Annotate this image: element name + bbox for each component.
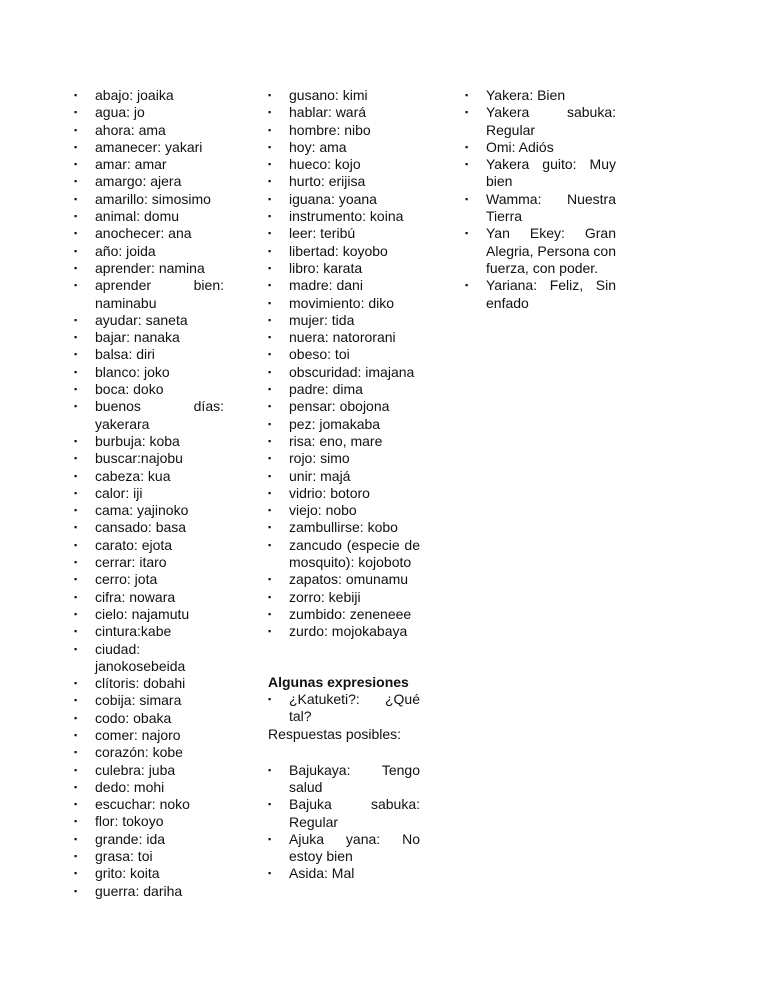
list-item: ▪ libertad: koyobo	[268, 243, 420, 260]
list-item: ▪ Ajuka yana: No estoy bien	[268, 831, 420, 866]
list-item: ▪ aprender: namina	[74, 260, 224, 277]
list-item: ▪ viejo: nobo	[268, 502, 420, 519]
list-item: ▪ cifra: nowara	[74, 589, 224, 606]
list-item: ▪ calor: iji	[74, 485, 224, 502]
list-item: ▪ ciudad: janokosebeida	[74, 641, 224, 676]
list-item: ▪ ¿Katuketi?: ¿Qué tal?	[268, 691, 420, 726]
expressions-list	[268, 691, 420, 726]
list-item: ▪ balsa: diri	[74, 346, 224, 363]
list-item: ▪ abajo: joaika	[74, 87, 224, 104]
list-item: ▪ mujer: tida	[268, 312, 420, 329]
list-item: ▪ escuchar: noko	[74, 796, 224, 813]
list-item: ▪ ahora: ama	[74, 122, 224, 139]
list-item: ▪ hurto: erijisa	[268, 173, 420, 190]
list-item: ▪ comer: najoro	[74, 727, 224, 744]
list-item: ▪ Wamma: Nuestra Tierra	[465, 191, 616, 226]
list-item: ▪ unir: majá	[268, 468, 420, 485]
list-item: ▪ gusano: kimi	[268, 87, 420, 104]
list-item: ▪ anochecer: ana	[74, 225, 224, 242]
responses-list	[268, 762, 420, 883]
list-item: ▪ obeso: toi	[268, 346, 420, 363]
list-item: ▪ Bajuka sabuka: Regular	[268, 796, 420, 831]
list-item: ▪ madre: dani	[268, 277, 420, 294]
list-item: ▪ hoy: ama	[268, 139, 420, 156]
list-item: ▪ amarillo: simosimo	[74, 191, 224, 208]
list-item: ▪ hablar: wará	[268, 104, 420, 121]
list-item: ▪ guerra: dariha	[74, 883, 224, 900]
expressions-heading: Algunas expresiones	[268, 673, 409, 690]
list-item: ▪ cansado: basa	[74, 519, 224, 536]
list-item: ▪ hueco: kojo	[268, 156, 420, 173]
list-item: ▪ Yakera guito: Muy bien	[465, 156, 616, 191]
list-item: ▪ iguana: yoana	[268, 191, 420, 208]
list-item: ▪ grasa: toi	[74, 848, 224, 865]
vocabulary-list-2	[268, 87, 420, 641]
list-item: ▪ aprender bien: naminabu	[74, 277, 224, 312]
list-item: ▪ zumbido: zeneneee	[268, 606, 420, 623]
list-item: ▪ culebra: juba	[74, 762, 224, 779]
list-item: ▪ vidrio: botoro	[268, 485, 420, 502]
list-item: ▪ animal: domu	[74, 208, 224, 225]
list-item: ▪ cabeza: kua	[74, 468, 224, 485]
list-item: ▪ buscar:najobu	[74, 450, 224, 467]
list-item: ▪ obscuridad: imajana	[268, 364, 420, 381]
list-item: ▪ risa: eno, mare	[268, 433, 420, 450]
list-item: ▪ clítoris: dobahi	[74, 675, 224, 692]
list-item: ▪ grande: ida	[74, 831, 224, 848]
list-item: ▪ zorro: kebiji	[268, 589, 420, 606]
list-item: ▪ blanco: joko	[74, 364, 224, 381]
vocabulary-column-3	[465, 87, 616, 312]
list-item: ▪ nuera: natororani	[268, 329, 420, 346]
list-item: ▪ ayudar: saneta	[74, 312, 224, 329]
list-item: ▪ bajar: nanaka	[74, 329, 224, 346]
list-item: ▪ pensar: obojona	[268, 398, 420, 415]
list-item: ▪ Yakera: Bien	[465, 87, 616, 104]
list-item: ▪ carato: ejota	[74, 537, 224, 554]
list-item: ▪ Bajukaya: Tengo salud	[268, 762, 420, 797]
list-item: ▪ agua: jo	[74, 104, 224, 121]
list-item: ▪ burbuja: koba	[74, 433, 224, 450]
list-item: ▪ zurdo: mojokabaya	[268, 623, 420, 640]
list-item: ▪ cobija: simara	[74, 692, 224, 709]
list-item: ▪ amar: amar	[74, 156, 224, 173]
list-item: ▪ leer: teribú	[268, 225, 420, 242]
list-item: ▪ instrumento: koina	[268, 208, 420, 225]
list-item: ▪ zancudo (especie de mosquito): kojoboto	[268, 537, 420, 572]
list-item: ▪ cintura:kabe	[74, 623, 224, 640]
list-item: ▪ amargo: ajera	[74, 173, 224, 190]
list-item: ▪ libro: karata	[268, 260, 420, 277]
list-item: ▪ Omi: Adiós	[465, 139, 616, 156]
list-item: ▪ año: joida	[74, 243, 224, 260]
list-item: ▪ grito: koita	[74, 865, 224, 882]
list-item: ▪ cerrar: itaro	[74, 554, 224, 571]
vocabulary-list-3	[465, 87, 616, 312]
list-item: ▪ Asida: Mal	[268, 865, 420, 882]
list-item: ▪ buenos días: yakerara	[74, 398, 224, 433]
list-item: ▪ cerro: jota	[74, 571, 224, 588]
list-item: ▪ boca: doko	[74, 381, 224, 398]
list-item: ▪ pez: jomakaba	[268, 416, 420, 433]
list-item: ▪ rojo: simo	[268, 450, 420, 467]
list-item: ▪ Yakera sabuka: Regular	[465, 104, 616, 139]
list-item: ▪ amanecer: yakari	[74, 139, 224, 156]
vocabulary-column-1	[74, 87, 224, 900]
list-item: ▪ movimiento: diko	[268, 295, 420, 312]
list-item: ▪ zapatos: omunamu	[268, 571, 420, 588]
list-item: ▪ cama: yajinoko	[74, 502, 224, 519]
vocabulary-list-1	[74, 87, 224, 900]
responses-label: Respuestas posibles:	[268, 726, 402, 743]
list-item: ▪ flor: tokoyo	[74, 813, 224, 830]
list-item: ▪ dedo: mohi	[74, 779, 224, 796]
vocabulary-column-2	[268, 87, 420, 883]
list-item: ▪ hombre: nibo	[268, 122, 420, 139]
list-item: ▪ zambullirse: kobo	[268, 519, 420, 536]
list-item: ▪ codo: obaka	[74, 710, 224, 727]
list-item: ▪ Yariana: Feliz, Sin enfado	[465, 277, 616, 312]
list-item: ▪ Yan Ekey: Gran Alegria, Persona con fuerza, con poder.	[465, 225, 616, 277]
list-item: ▪ padre: dima	[268, 381, 420, 398]
list-item: ▪ cielo: najamutu	[74, 606, 224, 623]
list-item: ▪ corazón: kobe	[74, 744, 224, 761]
